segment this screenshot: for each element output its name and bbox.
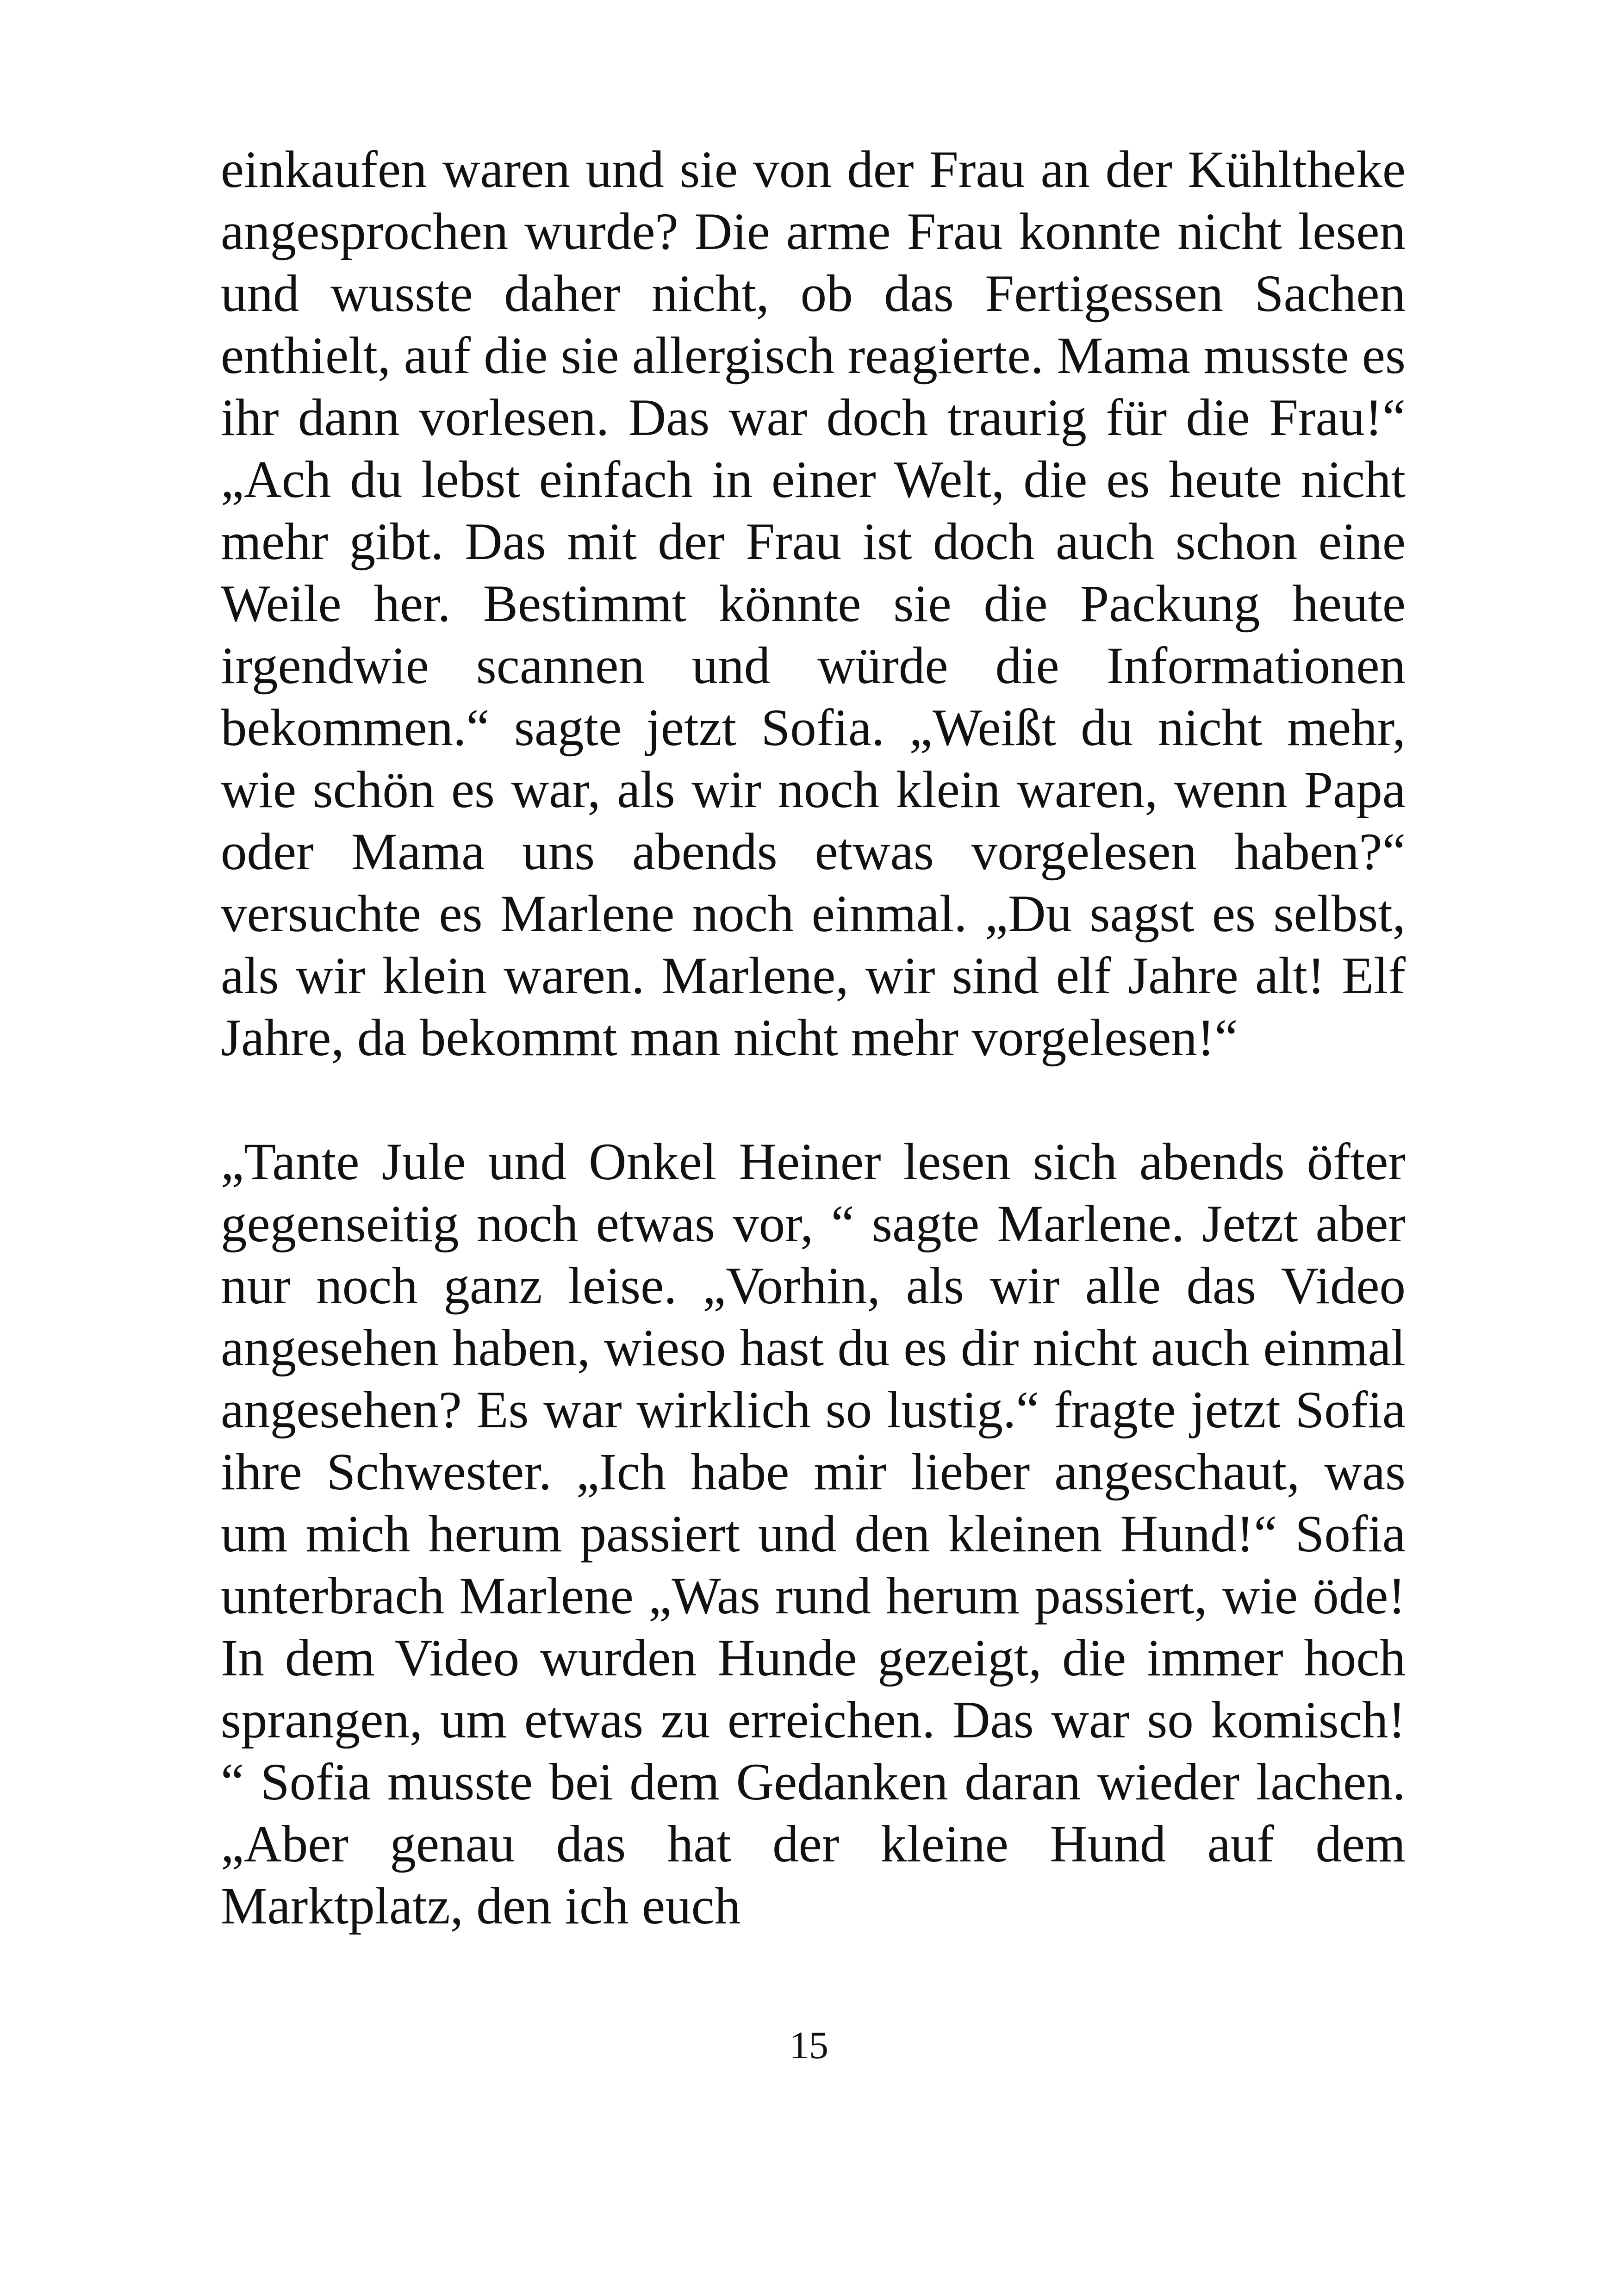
body-text [221,139,1406,1937]
paragraph-2: „Tante Jule und Onkel Heiner lesen sich abends öfter gegenseitig noch etwas vor, “ sagte Marlene. Jetzt aber nur noch ganz leise. „Vorhin, als wir alle das Video angesehen haben, wieso hast du es dir nicht auch einmal angesehen? Es war wirklich so lustig.“ fragte jetzt Sofia ihre Schwester. „Ich habe mir lieber angeschaut, was um mich herum passiert und den kleinen Hund!“ Sofia unterbrach Marlene „Was rund herum passiert, wie öde! In dem Video wurden Hunde gezeigt, die immer hoch sprangen, um etwas zu erreichen. Das war so komisch! “ Sofia musste bei dem Gedanken daran wieder lachen. „Aber genau das hat der kleine Hund auf dem Marktplatz, den ich euch [221,1133,1406,1935]
paragraph-1: einkaufen waren und sie von der Frau an der Kühltheke angesprochen wurde? Die arme Frau konnte nicht lesen und wusste daher nicht, ob das Fertigessen Sachen enthielt, auf die sie allergisch reagierte. Mama musste es ihr dann vorlesen. Das war doch traurig für die Frau!“ „Ach du lebst einfach in einer Welt, die es heute nicht mehr gibt. Das mit der Frau ist doch auch schon eine Weile her. Bestimmt könnte sie die Packung heute irgendwie scannen und würde die Informationen bekommen.“ sagte jetzt Sofia. „Weißt du nicht mehr, wie schön es war, als wir noch klein waren, wenn Papa oder Mama uns abends etwas vorgelesen haben?“ versuchte es Marlene noch einmal. „Du sagst es selbst, als wir klein waren. Marlene, wir sind elf Jahre alt! Elf Jahre, da bekommt man nicht mehr vorgelesen!“ [221,141,1406,1067]
page-number: 15 [790,2024,828,2067]
